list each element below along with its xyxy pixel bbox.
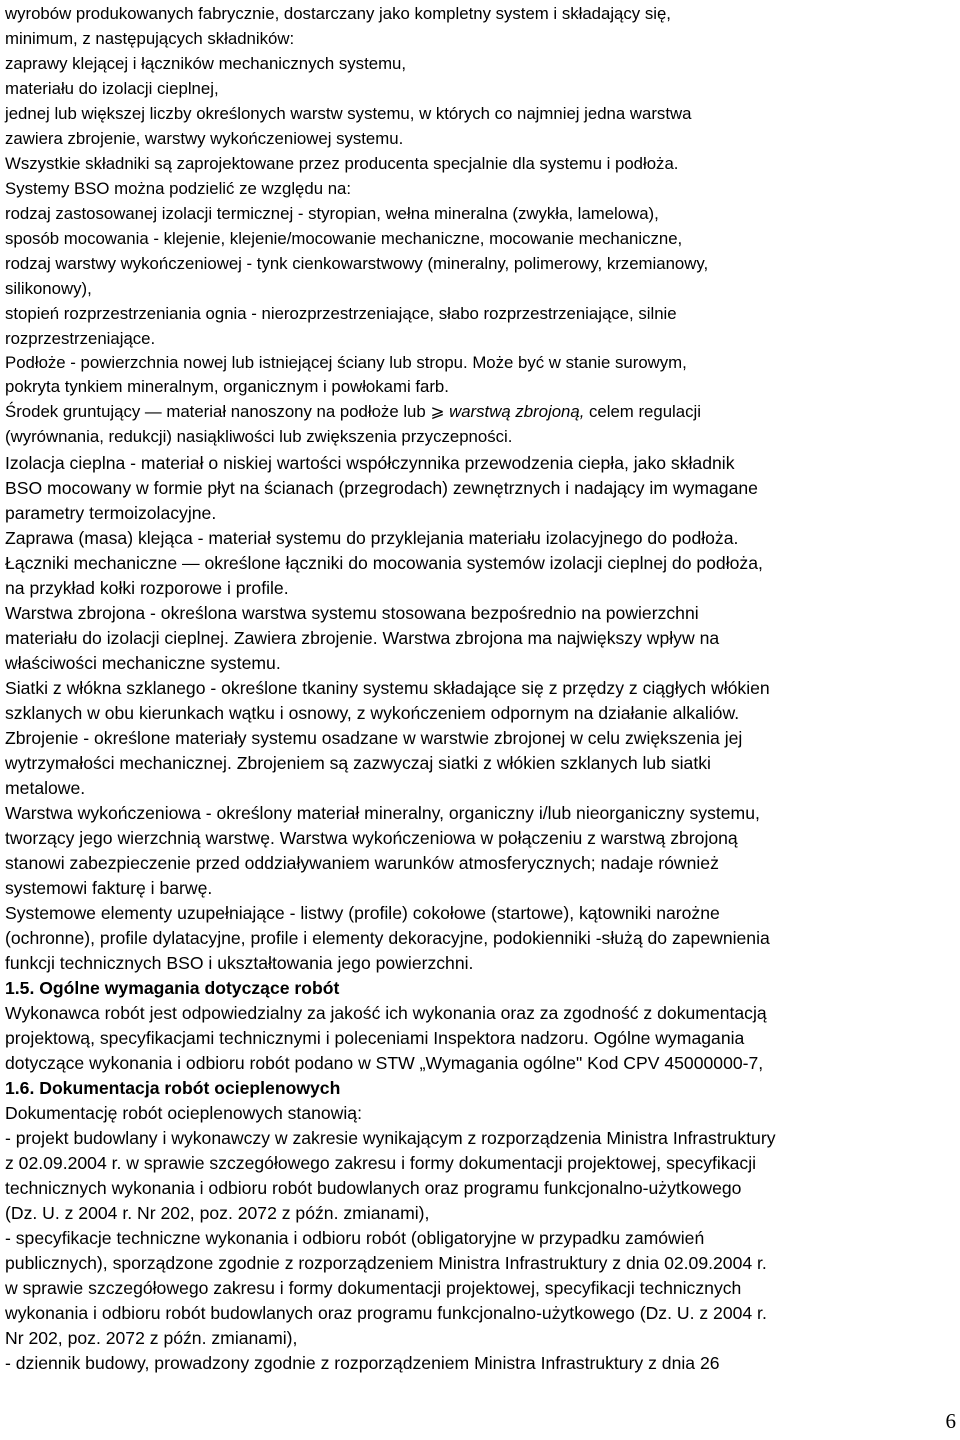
- text-line: Warstwa zbrojona - określona warstwa systemu stosowana bezpośrednio na powierzchni: [5, 603, 699, 623]
- text-line: szklanych w obu kierunkach wątku i osnowy, z wykończeniem odpornym na działanie alkaliów.: [5, 703, 740, 723]
- text-line: sposób mocowania - klejenie, klejenie/mocowanie mechaniczne, mocowanie mechaniczne,: [5, 229, 683, 248]
- text-line: z 02.09.2004 r. w sprawie szczegółowego zakresu i formy dokumentacji projektowej, specyfikacji: [5, 1153, 757, 1173]
- text-line: parametry termoizolacyjne.: [5, 503, 217, 523]
- heading-text: 1.6. Dokumentacja robót ocieplenowych: [5, 1078, 341, 1098]
- text-line: (ochronne), profile dylatacyjne, profile i elementy dekoracyjne, podokienniki -służą do zapewnienia: [5, 928, 770, 948]
- text-line: wykonania i odbioru robót budowlanych oraz programu funkcjonalno-użytkowego (Dz. U. z 2004 r.: [5, 1303, 767, 1323]
- text-line: materiału do izolacji cieplnej. Zawiera zbrojenie. Warstwa zbrojona ma największy wpływ na: [5, 628, 720, 648]
- text-line: właściwości mechaniczne systemu.: [5, 653, 281, 673]
- text-line: funkcji technicznych BSO i ukształtowania jego powierzchni.: [5, 953, 474, 973]
- text-line: wytrzymałości mechanicznej. Zbrojeniem są zazwyczaj siatki z włókien szklanych lub siatki: [5, 753, 711, 773]
- text-line: Wszystkie składniki są zaprojektowane przez producenta specjalnie dla systemu i podłoża.: [5, 154, 679, 173]
- page-number: 6: [945, 1409, 956, 1433]
- text-line: Zbrojenie - określone materiały systemu osadzane w warstwie zbrojonej w celu zwiększenia jej: [5, 728, 743, 748]
- text-line: rodzaj zastosowanej izolacji termicznej - styropian, wełna mineralna (zwykła, lamelowa),: [5, 204, 659, 223]
- text-line: Warstwa wykończeniowa - określony materiał mineralny, organiczny i/lub nieorganiczny systemu,: [5, 803, 760, 823]
- text-line: tworzący jego wierzchnią warstwę. Warstwa wykończeniowa w połączeniu z warstwą zbrojoną: [5, 828, 738, 848]
- text-line: (wyrównania, redukcji) nasiąkliwości lub zwiększenia przyczepności.: [5, 427, 513, 446]
- text-line: Systemowe elementy uzupełniające - listwy (profile) cokołowe (startowe), kątowniki narożne: [5, 903, 720, 923]
- text-line: metalowe.: [5, 778, 86, 798]
- text-line: (Dz. U. z 2004 r. Nr 202, poz. 2072 z późn. zmianami),: [5, 1203, 430, 1223]
- section-heading-1-5: [5, 978, 339, 998]
- text-line: Dokumentację robót ocieplenowych stanowią:: [5, 1103, 362, 1123]
- text-line: Łączniki mechaniczne ― określone łączniki do mocowania systemów izolacji cieplnej do podłoża,: [5, 553, 763, 573]
- text-line: systemowi fakturę i barwę.: [5, 878, 213, 898]
- text-line: BSO mocowany w formie płyt na ścianach (przegrodach) zewnętrznych i nadający im wymagane: [5, 478, 758, 498]
- text-line: - dziennik budowy, prowadzony zgodnie z rozporządzeniem Ministra Infrastruktury z dnia 26: [5, 1353, 720, 1373]
- text-line: silikonowy),: [5, 279, 92, 298]
- text-line: Podłoże - powierzchnia nowej lub istniejącej ściany lub stropu. Może być w stanie surowym,: [5, 353, 687, 372]
- text-line: technicznych wykonania i odbioru robót budowlanych oraz programu funkcjonalno-użytkowego: [5, 1178, 742, 1198]
- text-line: [5, 402, 701, 422]
- text-line: pokryta tynkiem mineralnym, organicznym i powłokami farb.: [5, 377, 449, 396]
- text-line: na przykład kołki rozporowe i profile.: [5, 578, 289, 598]
- text-line: zawiera zbrojenie, warstwy wykończeniowej systemu.: [5, 129, 404, 148]
- text-line: - specyfikacje techniczne wykonania i odbioru robót (obligatoryjne w przypadku zamówień: [5, 1228, 705, 1248]
- text-line: wyrobów produkowanych fabrycznie, dostarczany jako kompletny system i składający się,: [5, 4, 671, 23]
- section-heading-1-6: [5, 1078, 340, 1098]
- text-line: rozprzestrzeniające.: [5, 329, 156, 348]
- text-run: Środek gruntujący ― materiał nanoszony na podłoże lub ⩾: [5, 402, 450, 421]
- text-line: Siatki z włókna szklanego - określone tkaniny systemu składające się z przędzy z ciągłych włókien: [5, 678, 770, 698]
- italic-term: warstwą zbrojoną,: [449, 402, 585, 421]
- text-line: rodzaj warstwy wykończeniowej - tynk cienkowarstwowy (mineralny, polimerowy, krzemianowy,: [5, 254, 709, 273]
- text-line: zaprawy klejącej i łączników mechanicznych systemu,: [5, 54, 407, 73]
- text-line: w sprawie szczegółowego zakresu i formy dokumentacji projektowej, specyfikacji technicznych: [5, 1278, 742, 1298]
- text-line: jednej lub większej liczby określonych warstw systemu, w których co najmniej jedna warstwa: [5, 104, 692, 123]
- text-line: Nr 202, poz. 2072 z późn. zmianami),: [5, 1328, 298, 1348]
- text-line: stopień rozprzestrzeniania ognia - nierozprzestrzeniające, słabo rozprzestrzeniające, silnie: [5, 304, 677, 323]
- heading-text: 1.5. Ogólne wymagania dotyczące robót: [5, 978, 340, 998]
- text-line: Zaprawa (masa) klejąca - materiał systemu do przyklejania materiału izolacyjnego do podłoża.: [5, 528, 739, 548]
- text-line: dotyczące wykonania i odbioru robót podano w STW „Wymagania ogólne" Kod CPV 45000000-7,: [5, 1053, 764, 1073]
- text-line: stanowi zabezpieczenie przed oddziaływaniem warunków atmosferycznych; nadaje również: [5, 853, 719, 873]
- text-line: Systemy BSO można podzielić ze względu na:: [5, 179, 352, 198]
- text-line: publicznych), sporządzone zgodnie z rozporządzeniem Ministra Infrastruktury z dnia 02.09.2004 r.: [5, 1253, 767, 1273]
- text-line: minimum, z następujących składników:: [5, 29, 295, 48]
- text-line: - projekt budowlany i wykonawczy w zakresie wynikającym z rozporządzenia Ministra Infrastruktury: [5, 1128, 776, 1148]
- text-line: projektową, specyfikacjami technicznymi i poleceniami Inspektora nadzoru. Ogólne wymagania: [5, 1028, 745, 1048]
- text-line: materiału do izolacji cieplnej,: [5, 79, 219, 98]
- text-line: Izolacja cieplna - materiał o niskiej wartości współczynnika przewodzenia ciepła, jako składnik: [5, 453, 735, 473]
- text-run: celem regulacji: [584, 402, 701, 421]
- text-line: Wykonawca robót jest odpowiedzialny za jakość ich wykonania oraz za zgodność z dokumentacją: [5, 1003, 767, 1023]
